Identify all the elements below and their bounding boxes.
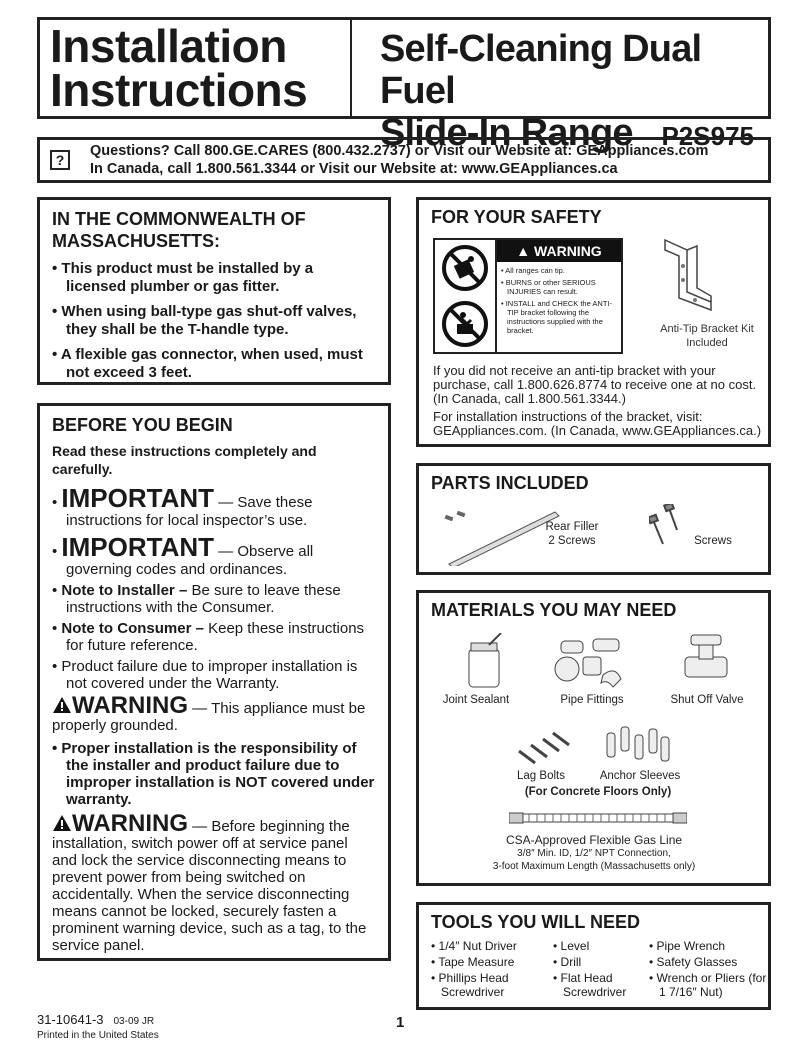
warning-header: ▲ WARNING — [497, 240, 621, 262]
materials-title: MATERIALS YOU MAY NEED — [431, 600, 677, 620]
joint-sealant-illustration — [463, 633, 507, 689]
pipe-fittings-caption: Pipe Fittings — [560, 694, 624, 706]
product-title-line2: Slide-In Range — [380, 112, 633, 154]
before-title: BEFORE YOU BEGIN — [52, 415, 233, 435]
list-item: • Flat Head Screwdriver — [553, 971, 627, 999]
list-item: • Phillips Head Screwdriver — [431, 971, 509, 999]
document-code: 31-10641-3 03-09 JR — [37, 1012, 155, 1027]
read-instructions: Read these instructions completely and carefully. — [52, 443, 317, 477]
tools-title: TOOLS YOU WILL NEED — [431, 912, 641, 932]
list-item: • A flexible gas connector, when used, must not exceed 3 feet. — [52, 346, 363, 381]
gas-line-illustration — [509, 807, 687, 829]
tools-section — [416, 902, 771, 1010]
no-climbing-icon — [441, 300, 489, 348]
gas-line-caption: CSA-Approved Flexible Gas Line — [505, 833, 683, 847]
pipe-fittings-illustration — [553, 635, 625, 689]
responsibility-note: • Proper installation is the responsibility of the installer and product failure due to improper installation is NOT covered under warranty. — [52, 740, 375, 808]
shut-off-valve-caption: Shut Off Valve — [670, 694, 744, 706]
tip-warning-label — [433, 238, 623, 354]
gas-line-length: 3-foot Maximum Length (Massachusetts only) — [492, 861, 696, 872]
contact-line-canada: In Canada, call 1.800.561.3344 or Visit our Website at: www.GEAppliances.ca — [90, 161, 618, 177]
contact-line-us: Questions? Call 800.GE.CARES (800.432.2737) or Visit our Website at: GEAppliances.com — [90, 143, 709, 159]
list-item: • Safety Glasses — [649, 955, 738, 969]
page-number: 1 — [396, 1014, 405, 1031]
list-item: • This product must be installed by a licensed plumber or gas fitter. — [52, 260, 314, 295]
list-item: • Level — [553, 939, 590, 953]
product-title — [352, 20, 768, 154]
concrete-note: (For Concrete Floors Only) — [524, 786, 672, 798]
parts-included-section — [416, 463, 771, 575]
list-item: • When using ball-type gas shut-off valves, they shall be the T-handle type. — [52, 303, 357, 338]
rear-filler-caption: Rear Filler 2 Screws — [545, 521, 599, 547]
power-warning: WARNING — Before beginning the installation, switch power off at service panel and lock the service disconnecting means to prevent power from being switched on accidentally. When the service disconnecting means cannot be locked, securely fasten a prominent warning device, such as a tag, to the service panel. — [52, 810, 367, 954]
no-tipping-icon — [441, 244, 489, 292]
list-item: • BURNS or other SERIOUS INJURIES can result. — [501, 278, 596, 296]
screws-caption: Screws — [694, 535, 732, 547]
warranty-note: • Product failure due to improper installation is not covered under the Warranty. — [52, 658, 358, 692]
warning-triangle-icon — [52, 696, 72, 714]
list-item: • INSTALL and CHECK the ANTI-TIP bracket following the instructions supplied with the bracket. — [501, 299, 613, 335]
contact-banner — [37, 137, 771, 183]
list-item: • 1/4″ Nut Driver — [431, 939, 517, 953]
important-save: • IMPORTANT — Save these instructions for local inspector’s use. — [52, 483, 313, 529]
anti-tip-bracket-illustration — [657, 236, 717, 316]
doc-type-line1: Installation — [50, 20, 287, 72]
anchor-sleeves-caption: Anchor Sleeves — [599, 770, 681, 782]
grounding-warning: WARNING — This appliance must be properly grounded. — [52, 692, 366, 734]
doc-type-line2: Instructions — [50, 64, 308, 116]
materials-section — [416, 590, 771, 886]
note-consumer: • Note to Consumer – Keep these instructions for future reference. — [52, 620, 365, 654]
joint-sealant-caption: Joint Sealant — [442, 694, 510, 706]
massachusetts-section — [37, 197, 391, 385]
list-item: • Wrench or Pliers (for 1 7/16″ Nut) — [649, 971, 767, 999]
anchor-sleeves-illustration — [603, 723, 673, 767]
lag-bolts-caption: Lag Bolts — [517, 770, 565, 782]
list-item: • Pipe Wrench — [649, 939, 726, 953]
model-number: P2S975 — [661, 121, 754, 151]
warning-triangle-icon — [52, 814, 72, 832]
important-codes: • IMPORTANT — Observe all governing codes and ordinances. — [52, 532, 314, 578]
safety-section — [416, 197, 771, 447]
doc-type — [40, 20, 352, 116]
lag-bolts-illustration — [515, 729, 573, 767]
list-item: • All ranges can tip. — [501, 266, 565, 275]
before-you-begin-section — [37, 403, 391, 961]
bracket-missing-note: If you did not receive an anti-tip bracket with your purchase, call 1.800.626.8774 to receive one at no cost. (In Canada, call 1.800.561.3344.) — [433, 363, 757, 406]
question-icon: ? — [50, 150, 70, 170]
safety-title: FOR YOUR SAFETY — [431, 207, 602, 227]
product-title-line1: Self-Cleaning Dual Fuel — [380, 28, 702, 112]
note-installer: • Note to Installer – Be sure to leave these instructions with the Consumer. — [52, 582, 341, 616]
gas-line-spec: 3/8″ Min. ID, 1/2″ NPT Connection, — [517, 848, 671, 859]
shut-off-valve-illustration — [681, 633, 731, 687]
parts-title: PARTS INCLUDED — [431, 473, 589, 493]
printed-in: Printed in the United States — [37, 1030, 159, 1041]
bracket-instructions-note: For installation instructions of the bracket, visit: GEAppliances.com. (In Canada, www.GEAppliances.ca.) — [433, 409, 762, 438]
list-item: • Drill — [553, 955, 582, 969]
massachusetts-title: IN THE COMMONWEALTH OF MASSACHUSETTS: — [52, 209, 306, 251]
list-item: • Tape Measure — [431, 955, 515, 969]
revision-date: 03-09 JR — [113, 1016, 155, 1027]
bracket-caption: Anti-Tip Bracket Kit Included — [660, 323, 754, 349]
